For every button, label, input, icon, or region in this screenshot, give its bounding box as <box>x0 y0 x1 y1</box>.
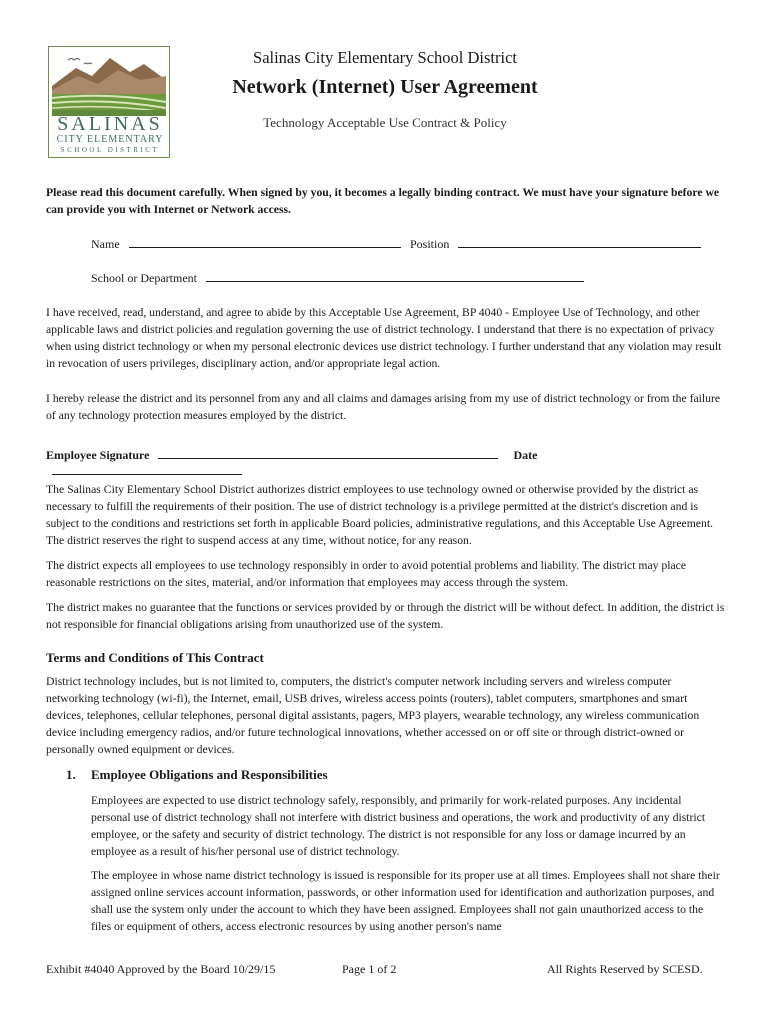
section-heading: Employee Obligations and Responsibilities <box>91 767 328 782</box>
name-field[interactable] <box>91 236 401 252</box>
release-paragraph: I hereby release the district and its personnel from any and all claims and damages arising from my use of district technology or from the failure of any technology protection measures employed by the district. <box>46 392 721 422</box>
signature-row <box>46 447 726 479</box>
position-field[interactable] <box>410 236 701 252</box>
logo-line3: SCHOOL DISTRICT <box>60 146 160 154</box>
position-label: Position <box>410 237 450 251</box>
date-label: Date <box>513 448 538 462</box>
authorization-paragraph: The Salinas City Elementary School District authorizes district employees to use technology owned or otherwise provided by the district as necessary to fulfill the requirements of their position. The use of district technology is a privilege permitted at the district's discretion and is subject to the conditions and restrictions set forth in applicable Board policies, administrative regulations, and this Acceptable Use Agreement. The district reserves the right to suspend access at any time, without notice, for any reason. <box>46 483 713 547</box>
school-field[interactable] <box>91 270 584 286</box>
document-subtitle: Technology Acceptable Use Contract & Policy <box>263 115 507 130</box>
name-line[interactable] <box>129 236 401 248</box>
position-line[interactable] <box>458 236 701 248</box>
no-guarantee-paragraph: The district makes no guarantee that the functions or services provided by or through the district will be without defect. In addition, the district is not responsible for financial obligations arising from unauthorized use of the system. <box>46 601 725 631</box>
date-line[interactable] <box>52 463 242 475</box>
acknowledgement-paragraph: I have received, read, understand, and agree to abide by this Acceptable Use Agreement, BP 4040 - Employee Use of Technology, and other applicable laws and district policies and regulation governing the use of district technology. I understand that there is no expectation of privacy when using district technology or when my personal electronic devices use district technology. I further understand that any violation may result in revocation of users privileges, disciplinary action, and/or appropriate legal action. <box>46 306 722 370</box>
section-number: 1. <box>66 767 76 782</box>
signature-line[interactable] <box>158 447 498 459</box>
footer-exhibit: Exhibit #4040 Approved by the Board 10/29/15 <box>46 962 276 976</box>
footer-page-number: Page 1 of 2 <box>342 962 397 976</box>
terms-heading: Terms and Conditions of This Contract <box>46 650 264 665</box>
school-line[interactable] <box>206 270 584 282</box>
footer-rights: All Rights Reserved by SCESD. <box>547 962 703 976</box>
terms-paragraph: District technology includes, but is not limited to, computers, the district's computer network including servers and wireless computer networking technology (wi-fi), the Internet, email, USB drives, wireless access points (routers), tablet computers, smartphones and smart devices, telephones, cellular telephones, personal digital assistants, pagers, MP3 players, wearable technology, any wireless communication device including emergency radios, and/or future technological innovations, whether accessed on or off site or through district-owned or personally owned equipment or devices. <box>46 675 700 756</box>
document-title: Network (Internet) User Agreement <box>232 76 538 98</box>
logo-name: SALINAS <box>57 113 163 135</box>
intro-instructions: Please read this document carefully. When signed by you, it becomes a legally binding contract. We must have your signature before we can provide you with Internet or Network access. <box>46 186 720 216</box>
name-label: Name <box>91 237 120 251</box>
expectations-paragraph: The district expects all employees to use technology responsibly in order to avoid potential problems and liability. The district may place reasonable restrictions on the sites, material, and/or information that employees may access through the system. <box>46 559 687 589</box>
school-label: School or Department <box>91 271 197 285</box>
signature-label: Employee Signature <box>46 448 150 462</box>
logo-line2: CITY ELEMENTARY <box>56 134 164 145</box>
district-logo <box>48 46 170 158</box>
district-name: Salinas City Elementary School District <box>253 48 517 67</box>
section-paragraph-2: The employee in whose name district technology is issued is responsible for its proper use at all times. Employees shall not share their assigned online services account information, passwords, or other information used for identification and authorization purposes, and shall use the system only under the account to which they have been assigned. Employees shall not gain unauthorized access to the files or equipment of others, access electronic resources by using another person's name <box>91 869 720 933</box>
section-paragraph-1: Employees are expected to use district technology safely, responsibly, and primarily for work-related purposes. Any incidental personal use of district technology shall not interfere with district business and operations, the work and productivity of any district employee, or the safety and security of district technology. The district is not responsible for any loss or damage incurred by an employee as a result of his/her personal use of district technology. <box>91 794 706 858</box>
